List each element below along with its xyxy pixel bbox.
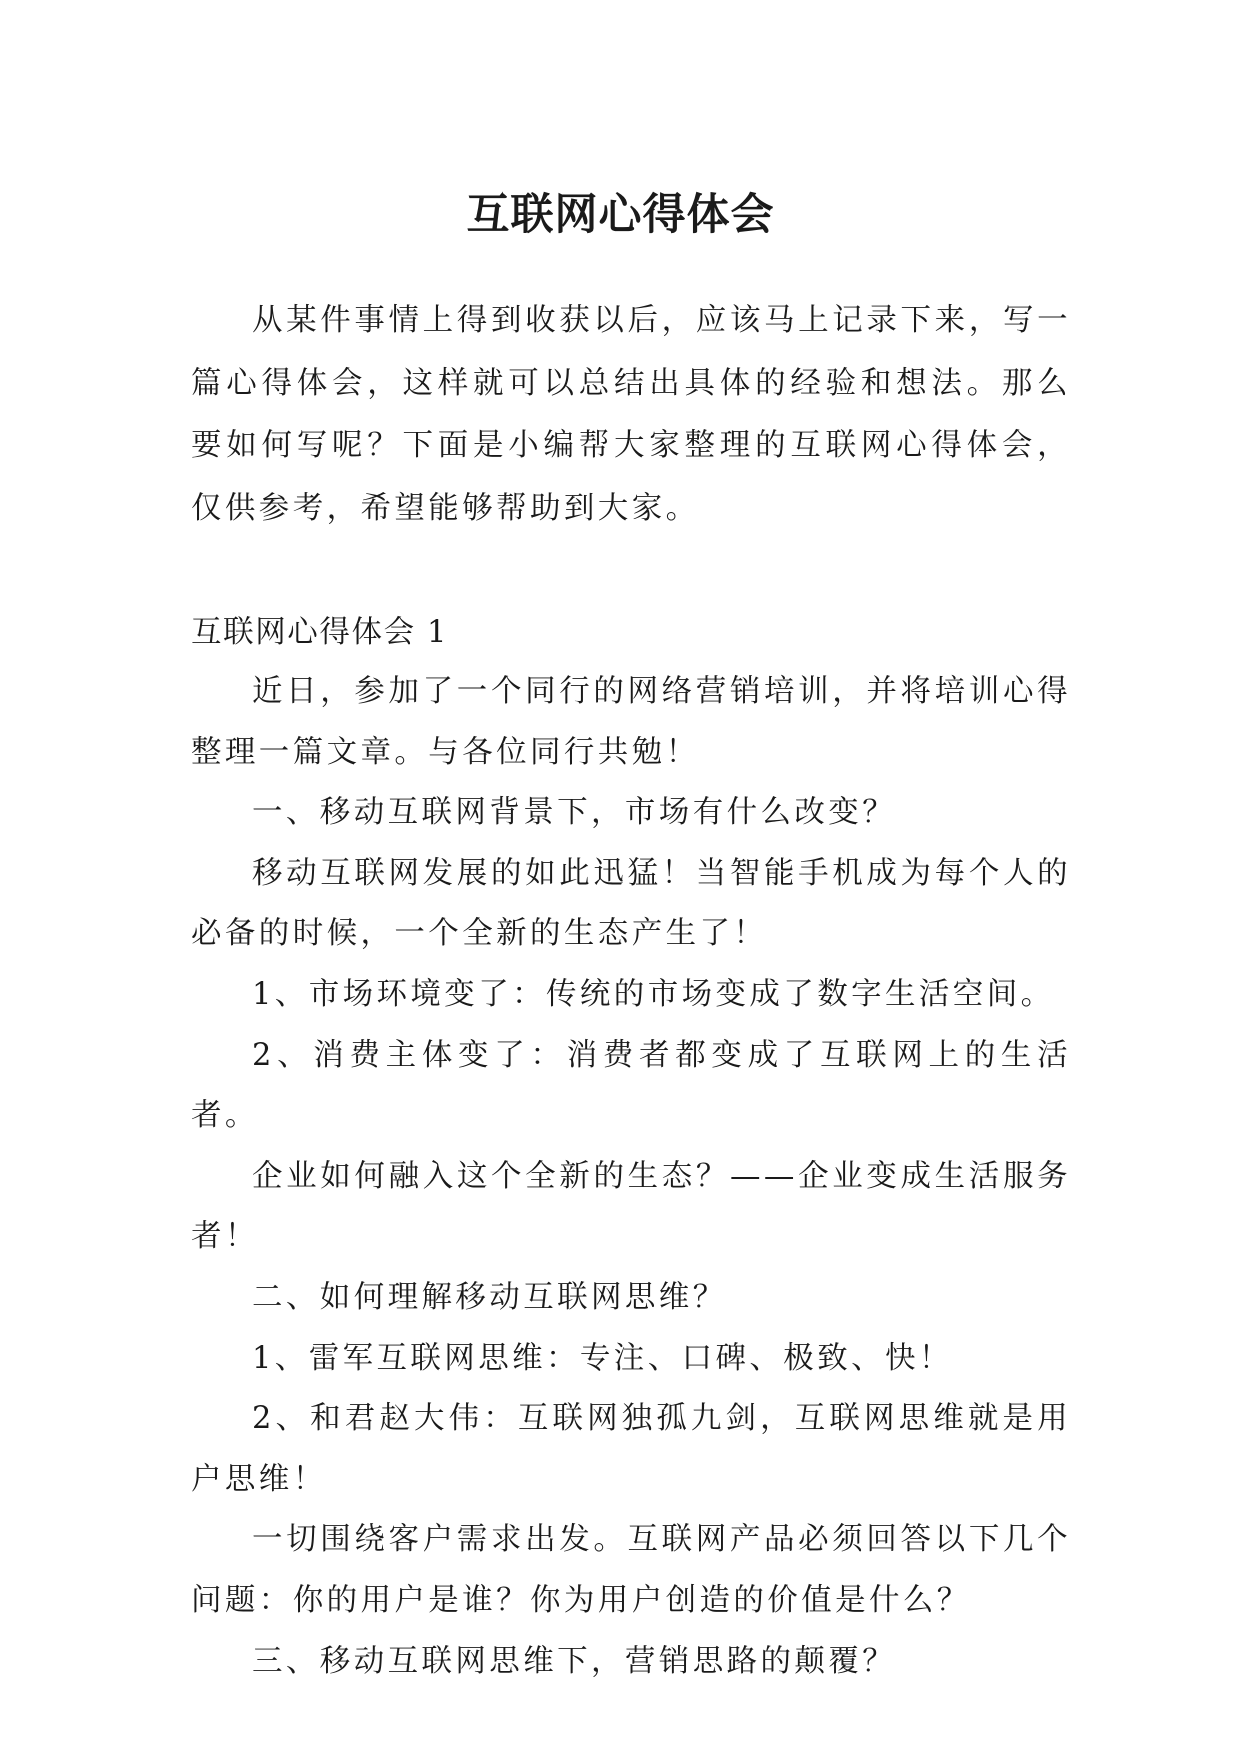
paragraph: 一切围绕客户需求出发。互联网产品必须回答以下几个问题：你的用户是谁？你为用户创造的价值是什么？ — [191, 1522, 1071, 1618]
list-item: 2、消费主体变了：消费者都变成了互联网上的生活者。 — [191, 1037, 1071, 1134]
document-body — [191, 290, 1071, 1692]
paragraph: 移动互联网发展的如此迅猛！当智能手机成为每个人的必备的时候，一个全新的生态产生了！ — [191, 855, 1071, 952]
paragraph: 近日，参加了一个同行的网络营销培训，并将培训心得整理一篇文章。与各位同行共勉！ — [191, 674, 1071, 770]
paragraph: 企业如何融入这个全新的生态？——企业变成生活服务者！ — [191, 1158, 1071, 1255]
intro-paragraph: 从某件事情上得到收获以后，应该马上记录下来，写一篇心得体会，这样就可以总结出具体的经验和想法。那么要如何写呢？下面是小编帮大家整理的互联网心得体会，仅供参考，希望能够帮助到大家。 — [191, 303, 1071, 526]
document-title: 互联网心得体会 — [466, 189, 775, 240]
list-item: 1、雷军互联网思维：专注、口碑、极致、快！ — [252, 1340, 953, 1376]
subheading: 二、如何理解移动互联网思维？ — [252, 1279, 727, 1315]
list-item: 2、和君赵大伟：互联网独孤九剑，互联网思维就是用户思维！ — [191, 1401, 1071, 1497]
section-content — [191, 662, 1071, 1692]
list-item: 1、市场环境变了：传统的市场变成了数字生活空间。 — [252, 976, 1055, 1012]
intro-section — [191, 290, 1071, 540]
section-heading: 互联网心得体会 1 — [191, 615, 448, 650]
subheading: 三、移动互联网思维下，营销思路的颠覆？ — [252, 1643, 897, 1679]
subheading: 一、移动互联网背景下，市场有什么改变？ — [252, 795, 897, 831]
